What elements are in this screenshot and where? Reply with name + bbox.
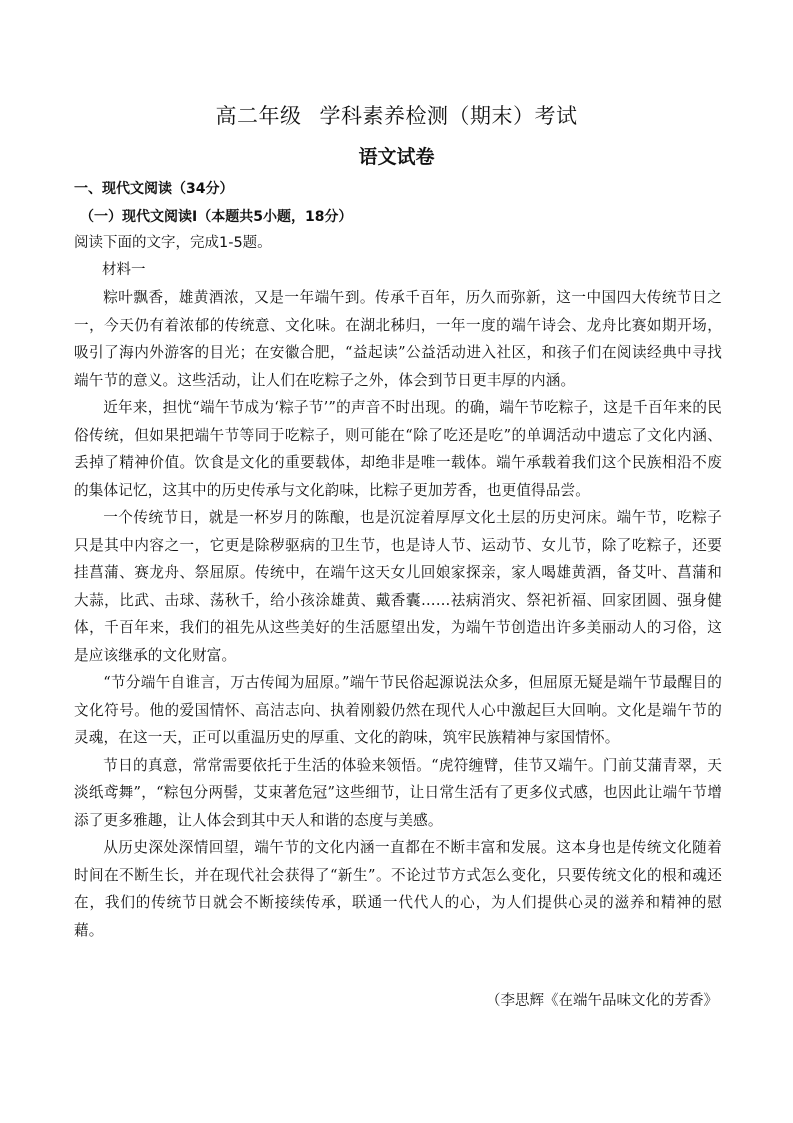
article-paragraph: 粽叶飘香，雄黄酒浓，又是一年端午到。传承千百年，历久而弥新，这一中国四大传统节日之一，今天仍有着浓郁的传统意、文化味。在湖北秭归，一年一度的端午诗会、龙舟比赛如期开场，吸引了海内外游客的目光；在安徽合肥，“益起读”公益活动进入社区，和孩子们在阅读经典中寻找端午节的意义。这些活动，让人们在吃粽子之外，体会到节日更丰厚的内涵。 <box>74 289 722 389</box>
reading-instruction: 阅读下面的文字，完成1-5题。 <box>74 235 272 251</box>
article-paragraph: 一个传统节日，就是一杯岁月的陈酿，也是沉淀着厚厚文化土层的历史河床。端午节，吃粽子只是其中内容之一，它更是除秽驱病的卫生节，也是诗人节、运动节、女儿节，除了吃粽子，还要挂菖蒲、赛龙舟、祭屈原。传统中，在端午这天女儿回娘家探亲，家人喝雄黄酒，备艾叶、菖蒲和大蒜，比武、击球、荡秋千，给小孩涂雄黄、戴香囊……祛病消灾、祭祀祈福、回家团圆、强身健体，千百年来，我们的祖先从这些美好的生活愿望出发，为端午节创造出许多美丽动人的习俗，这是应该继承的文化财富。 <box>74 509 722 664</box>
article-body <box>74 284 722 944</box>
article-paragraph: 节日的真意，常常需要依托于生活的体验来领悟。“虎符缠臂，佳节又端午。门前艾蒲青翠，天淡纸鸢舞”，“粽包分两髻，艾束著危冠”这些细节，让日常生活有了更多仪式感，也因此让端午节增添了更多雅趣，让人体会到其中天人和谐的态度与美感。 <box>74 756 722 829</box>
exam-title <box>0 100 793 130</box>
article-paragraph: 从历史深处深情回望，端午节的文化内涵一直都在不断丰富和发展。这本身也是传统文化随着时间在不断生长，并在现代社会获得了“新生”。不论过节方式怎么变化，只要传统文化的根和魂还在，我们的传统节日就会不断接续传承，联通一代代人的心，为人们提供心灵的滋养和精神的慰藉。 <box>74 839 722 939</box>
article-paragraph: 近年来，担忧“端午节成为‘粽子节’”的声音不时出现。的确，端午节吃粽子，这是千百年来的民俗传统，但如果把端午节等同于吃粽子，则可能在“除了吃还是吃”的单调活动中遗忘了文化内涵、丢掉了精神价值。饮食是文化的重要载体，却绝非是唯一载体。端午承载着我们这个民族相沿不废的集体记忆，这其中的历史传承与文化韵味，比粽子更加芳香，也更值得品尝。 <box>74 399 722 499</box>
section-subheading: （一）现代文阅读Ⅰ（本题共5小题，18分） <box>80 209 353 225</box>
section-heading: 一、现代文阅读（34分） <box>74 181 234 197</box>
exam-title-name: 学科素养检测（期末）考试 <box>319 104 578 128</box>
exam-subject: 语文试卷 <box>358 146 435 168</box>
article-source: （李思辉《在端午品味文化的芳香》 <box>486 993 718 1009</box>
exam-title-grade: 高二年级 <box>215 104 302 128</box>
article-paragraph: “节分端午自谁言，万古传闻为屈原。”端午节民俗起源说法众多，但屈原无疑是端午节最醒目的文化符号。他的爱国情怀、高洁志向、执着刚毅仍然在现代人心中激起巨大回响。文化是端午节的灵魂，在这一天，正可以重温历史的厚重、文化的韵味，筑牢民族精神与家国情怀。 <box>74 674 722 746</box>
material-label: 材料一 <box>102 262 146 278</box>
